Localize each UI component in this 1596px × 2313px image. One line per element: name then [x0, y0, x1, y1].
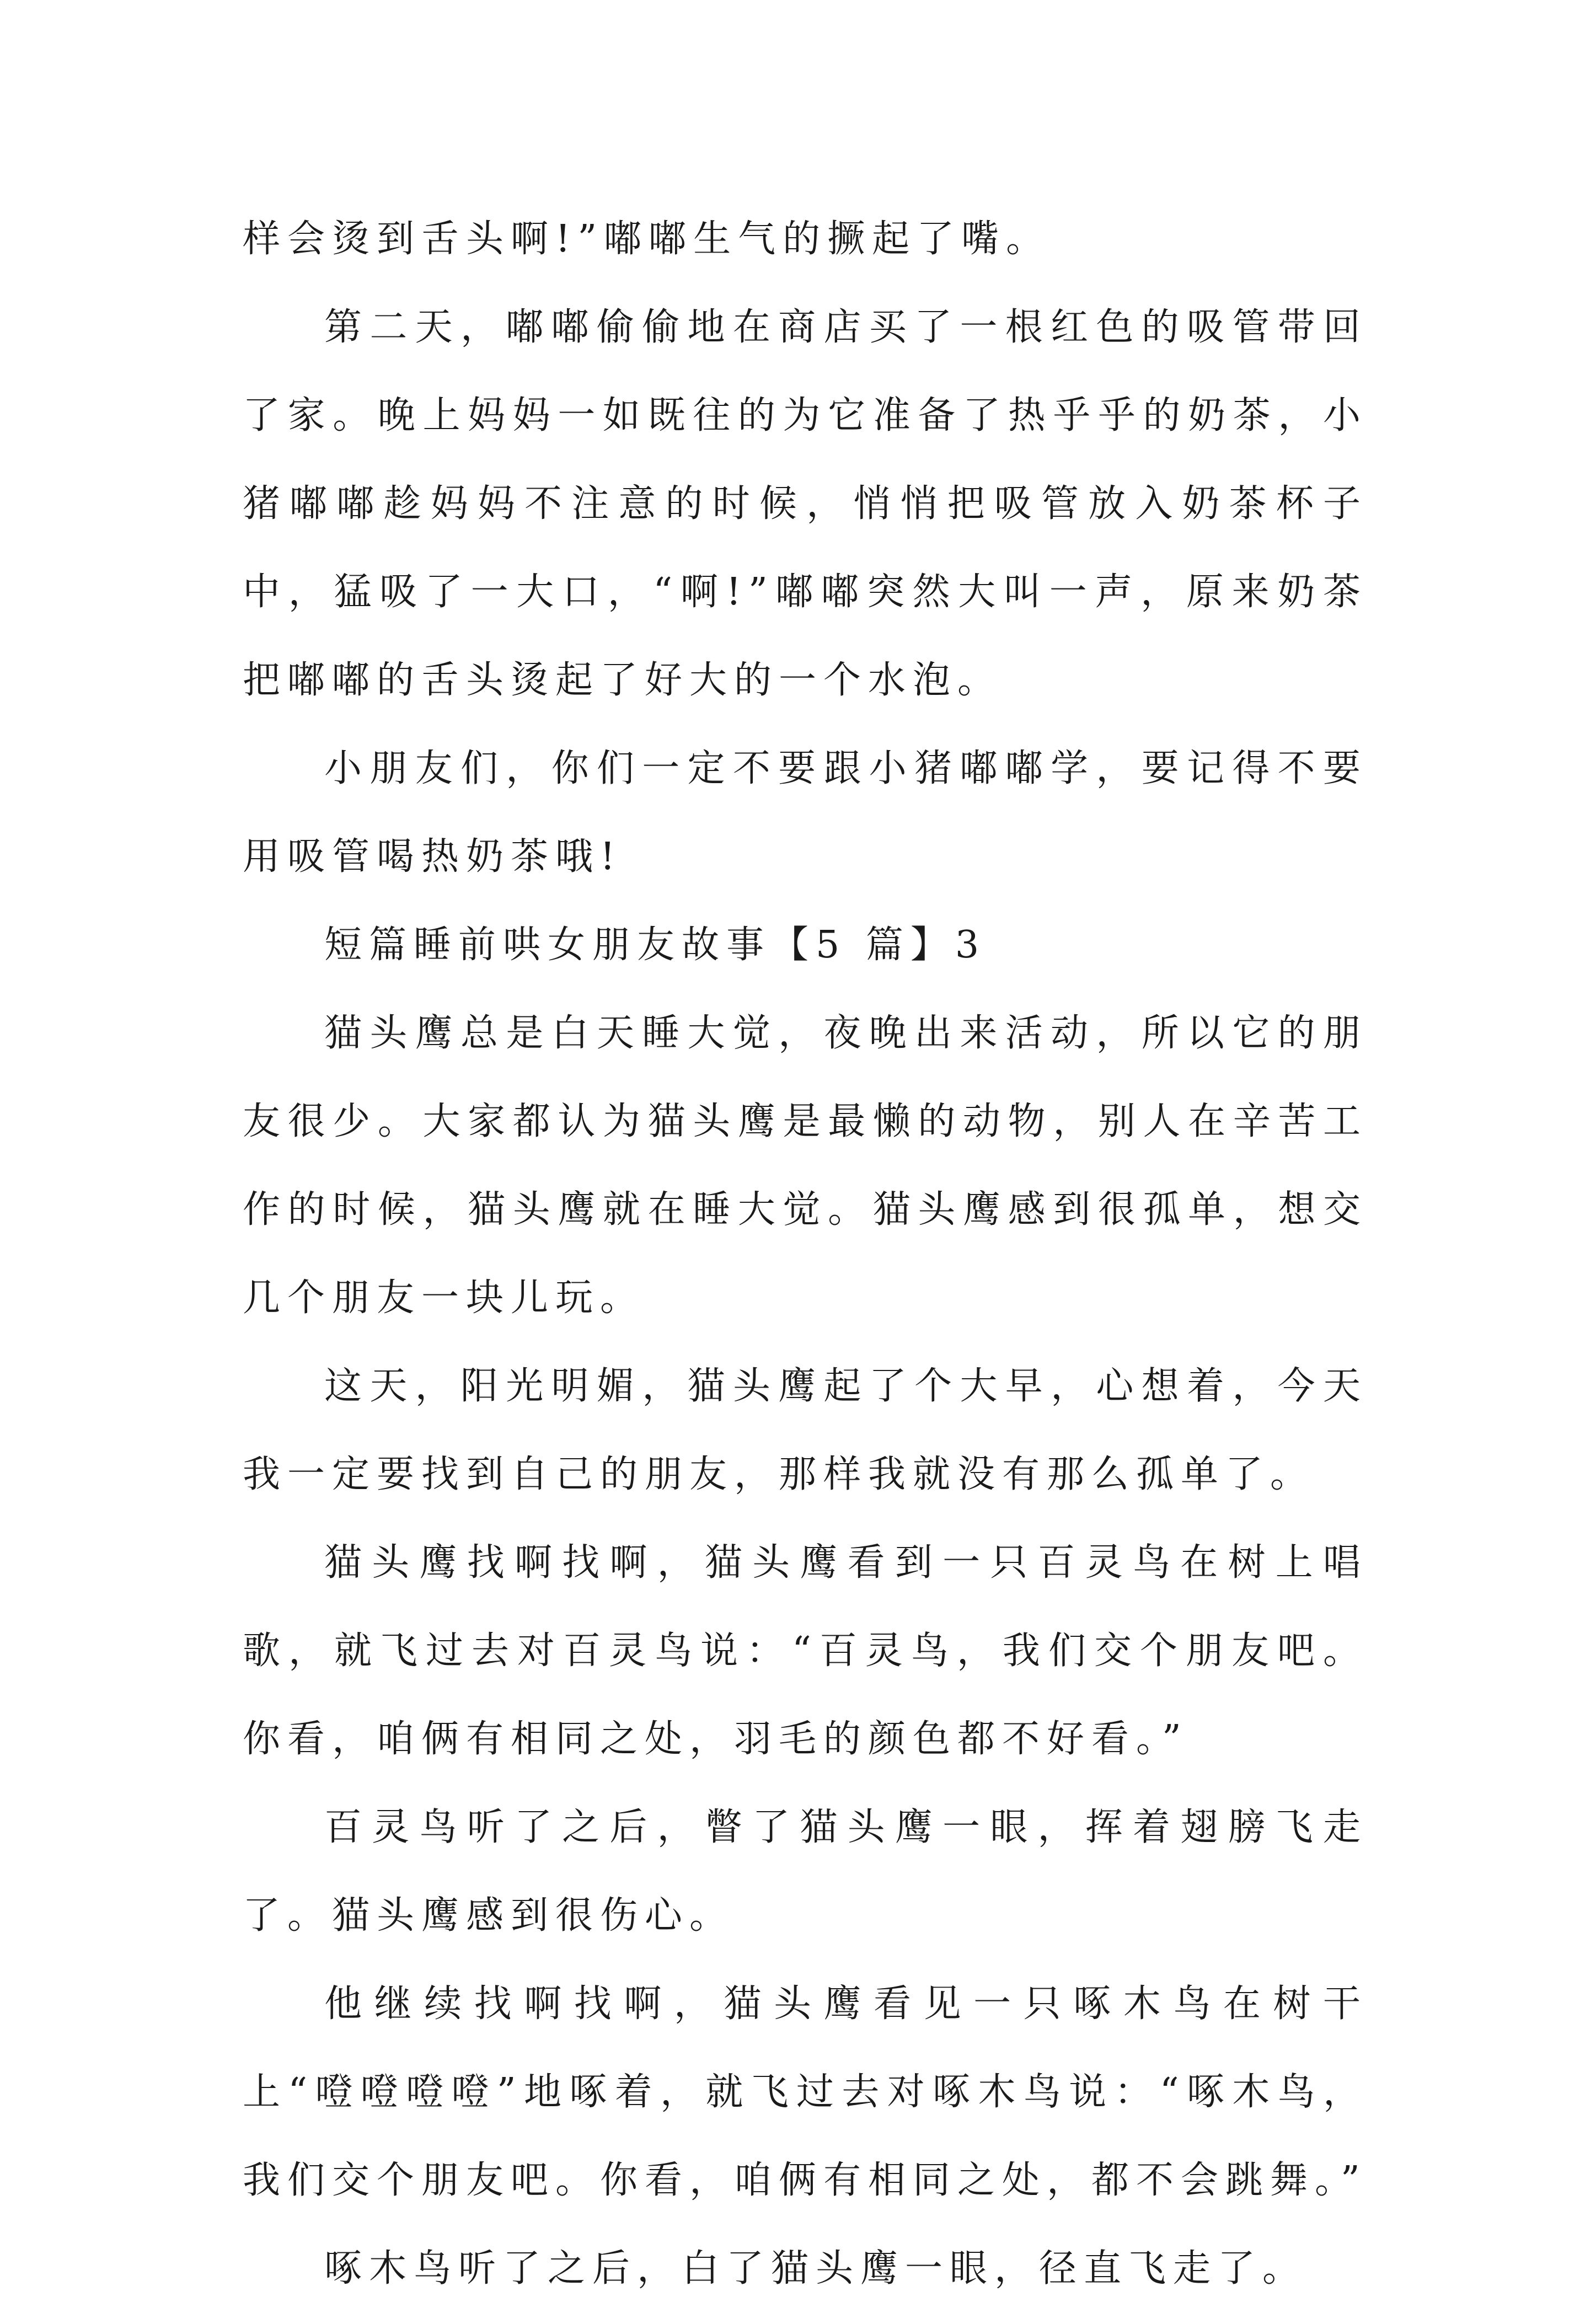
- paragraph-woodpecker-encounter: 他继续找啊找啊，猫头鹰看见一只啄木鸟在树干上“噔噔噔噔”地啄着，就飞过去对啄木鸟说：“啄木鸟，我们交个朋友吧。你看，咱俩有相同之处，都不会跳舞。”: [243, 1982, 1368, 2202]
- paragraph-woodpecker-leaves: 啄木鸟听了之后，白了猫头鹰一眼，径直飞走了。: [324, 2247, 1308, 2290]
- paragraph-owl-morning: 这天，阳光明媚，猫头鹰起了个大早，心想着，今天我一定要找到自己的朋友，那样我就没有那么孤单了。: [243, 1364, 1368, 1496]
- paragraph-continuation: 样会烫到舌头啊!”嘟嘟生气的撅起了嘴。: [243, 217, 1051, 261]
- paragraph-lark-encounter: 猫头鹰找啊找啊，猫头鹰看到一只百灵鸟在树上唱歌，就飞过去对百灵鸟说：“百灵鸟，我们交个朋友吧。你看，咱俩有相同之处，羽毛的颜色都不好看。”: [243, 1541, 1368, 1761]
- paragraph-owl-intro: 猫头鹰总是白天睡大觉，夜晚出来活动，所以它的朋友很少。大家都认为猫头鹰是最懒的动物，别人在辛苦工作的时候，猫头鹰就在睡大觉。猫头鹰感到很孤单，想交几个朋友一块儿玩。: [243, 1011, 1368, 1320]
- paragraph-moral: 小朋友们，你们一定不要跟小猪嘟嘟学，要记得不要用吸管喝热奶茶哦!: [243, 747, 1368, 879]
- paragraph-lark-leaves: 百灵鸟听了之后，瞥了猫头鹰一眼，挥着翅膀飞走了。猫头鹰感到很伤心。: [243, 1806, 1368, 1937]
- document-body: [243, 195, 1368, 2313]
- section-heading: 短篇睡前哄女朋友故事【5 篇】3: [324, 923, 987, 967]
- paragraph-straw-purchase: 第二天，嘟嘟偷偷地在商店买了一根红色的吸管带回了家。晚上妈妈一如既往的为它准备了热乎乎的奶茶，小猪嘟嘟趁妈妈不注意的时候，悄悄把吸管放入奶茶杯子中，猛吸了一大口，“啊!”嘟嘟突然大叫一声，原来奶茶把嘟嘟的舌头烫起了好大的一个水泡。: [243, 306, 1368, 702]
